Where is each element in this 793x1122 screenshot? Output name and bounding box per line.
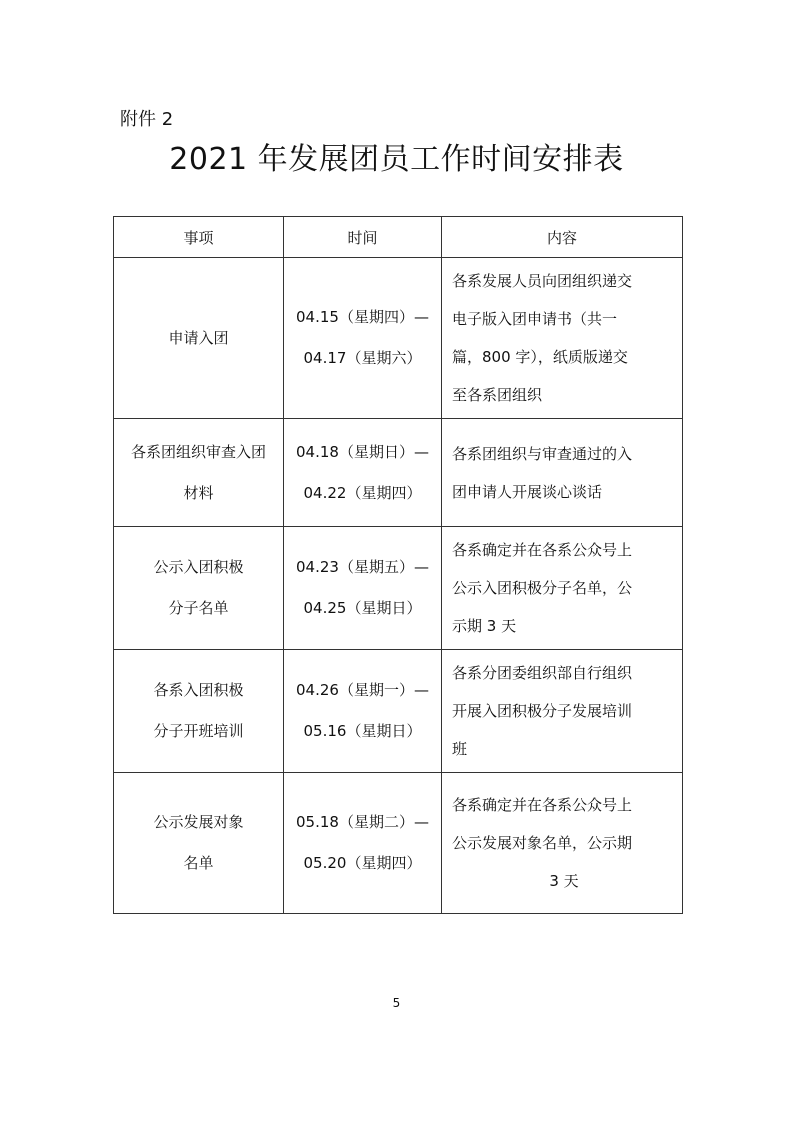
time-line: 05.18（星期二）— [296, 813, 429, 831]
time-line: 04.26（星期一）— [296, 681, 429, 699]
content-cell [442, 773, 683, 914]
content-line: 班 [452, 740, 468, 758]
document-title: 2021 年发展团员工作时间安排表 [169, 142, 624, 177]
table-row [114, 419, 683, 527]
content-line: 各系确定并在各系公众号上 [452, 541, 633, 559]
content-cell [442, 258, 683, 419]
item-cell [114, 650, 284, 773]
content-line: 开展入团积极分子发展培训 [452, 702, 633, 720]
content-line: 篇，800 字），纸质版递交 [452, 348, 628, 366]
time-line: 04.23（星期五）— [296, 558, 429, 576]
table-row [114, 650, 683, 773]
item-line: 名单 [183, 854, 214, 872]
item-cell [114, 258, 284, 419]
time-line: 04.25（星期日） [303, 599, 422, 617]
time-line: 04.22（星期四） [303, 483, 422, 502]
schedule-table [113, 216, 683, 914]
header-item: 事项 [114, 217, 284, 258]
content-line: 各系确定并在各系公众号上 [452, 796, 633, 814]
table-row [114, 773, 683, 914]
content-line: 公示发展对象名单，公示期 [452, 834, 633, 852]
item-line: 分子开班培训 [153, 722, 244, 740]
time-cell [284, 650, 442, 773]
content-cell [442, 419, 683, 527]
time-cell [284, 527, 442, 650]
item-cell [114, 773, 284, 914]
table-header-row [114, 217, 683, 258]
item-line: 分子名单 [168, 599, 229, 617]
item-line: 公示入团积极 [153, 558, 244, 576]
item-cell [114, 419, 284, 527]
content-line: 至各系团组织 [452, 386, 543, 404]
table-row [114, 527, 683, 650]
content-line: 示期 3 天 [452, 617, 517, 635]
item-line: 申请入团 [168, 328, 229, 347]
attachment-label: 附件 2 [120, 109, 174, 130]
time-line: 05.20（星期四） [303, 854, 422, 872]
content-line: 各系分团委组织部自行组织 [452, 664, 633, 682]
content-line: 各系团组织与审查通过的入 [452, 444, 633, 463]
content-line: 各系发展人员向团组织递交 [452, 272, 633, 290]
time-cell [284, 258, 442, 419]
time-cell [284, 419, 442, 527]
item-line: 材料 [183, 483, 214, 502]
time-line: 04.18（星期日）— [296, 442, 429, 461]
content-cell [442, 650, 683, 773]
content-cell [442, 527, 683, 650]
page-number: 5 [392, 996, 401, 1010]
time-line: 04.17（星期六） [303, 349, 422, 367]
content-line: 团申请人开展谈心谈话 [452, 482, 603, 501]
content-line: 3 天 [549, 872, 579, 890]
content-line: 电子版入团申请书（共一 [452, 310, 618, 328]
item-line: 各系团组织审查入团 [130, 442, 266, 461]
time-cell [284, 773, 442, 914]
header-time: 时间 [284, 217, 442, 258]
time-line: 05.16（星期日） [303, 722, 422, 740]
time-line: 04.15（星期四）— [296, 308, 429, 326]
header-content: 内容 [442, 217, 683, 258]
item-line: 公示发展对象 [153, 813, 244, 831]
table-row [114, 258, 683, 419]
item-line: 各系入团积极 [153, 681, 244, 699]
item-cell [114, 527, 284, 650]
content-line: 公示入团积极分子名单，公 [452, 579, 633, 597]
